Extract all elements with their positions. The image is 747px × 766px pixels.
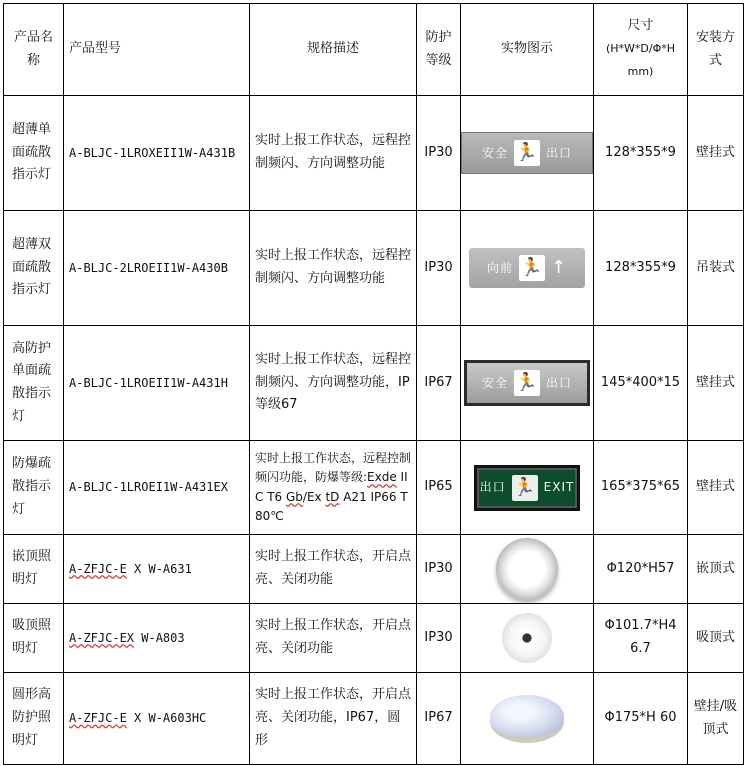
install-method: 吸顶式 <box>688 604 744 673</box>
running-man-icon: 🏃 <box>519 255 545 281</box>
product-spec: 实时上报工作状态，开启点亮、关闭功能 <box>250 535 417 604</box>
exit-sign-explosion-proof-icon <box>474 465 580 511</box>
spec-text: A21 IP66 T80℃ <box>255 489 408 523</box>
product-spec <box>250 441 417 535</box>
product-image <box>461 673 594 765</box>
product-spec: 实时上报工作状态，远程控制频闪、方向调整功能，IP等级67 <box>250 326 417 441</box>
spec-text: 实时上报工作状态，远程控制频闪功能，防爆等级: <box>255 451 412 485</box>
sign-text-right: EXIT <box>543 480 575 494</box>
product-model <box>64 535 250 604</box>
header-install-method: 安装方式 <box>688 4 744 96</box>
product-table <box>3 3 744 765</box>
sign-text-left: 安全 <box>481 375 508 390</box>
install-method: 嵌顶式 <box>688 535 744 604</box>
table-row <box>4 96 744 211</box>
product-name: 吸顶照明灯 <box>4 604 64 673</box>
spec-text: /Ex <box>302 489 326 504</box>
header-product-image: 实物图示 <box>461 4 594 96</box>
product-spec: 实时上报工作状态，开启点亮、关闭功能 <box>250 604 417 673</box>
exit-sign-high-protection-icon <box>464 360 590 406</box>
sign-text-right: 出口 <box>546 375 573 390</box>
running-man-icon: 🏃 <box>514 370 540 396</box>
product-size: 128*355*9 <box>594 96 688 211</box>
model-text: A-ZFJC-EX <box>69 630 135 645</box>
install-method: 吊装式 <box>688 211 744 326</box>
running-man-icon: 🏃 <box>514 140 540 166</box>
recessed-downlight-icon <box>496 538 558 600</box>
model-text: W-A803 <box>134 630 185 645</box>
product-image <box>461 604 594 673</box>
product-size: 145*400*15 <box>594 326 688 441</box>
table-row <box>4 211 744 326</box>
product-spec: 实时上报工作状态，开启点亮、关闭功能，IP67，圆形 <box>250 673 417 765</box>
product-spec: 实时上报工作状态，远程控制频闪、方向调整功能 <box>250 96 417 211</box>
product-size: 165*375*65 <box>594 441 688 535</box>
product-name: 超薄单面疏散指示灯 <box>4 96 64 211</box>
header-product-name: 产品名称 <box>4 4 64 96</box>
table-row <box>4 441 744 535</box>
install-method: 壁挂式 <box>688 441 744 535</box>
product-image <box>461 211 594 326</box>
sign-text-left: 出口 <box>479 480 506 494</box>
product-name: 高防护单面疏散指示灯 <box>4 326 64 441</box>
product-name: 超薄双面疏散指示灯 <box>4 211 64 326</box>
sign-arrow-up-icon: ↑ <box>550 257 568 279</box>
product-model: A-BLJC-1LROEI1W-A431EX <box>64 441 250 535</box>
product-name: 圆形高防护照明灯 <box>4 673 64 765</box>
table-header-row <box>4 4 744 96</box>
protection-level: IP30 <box>417 96 461 211</box>
install-method: 壁挂式 <box>688 326 744 441</box>
install-method: 壁挂/吸顶式 <box>688 673 744 765</box>
spec-text: Gb <box>285 489 303 504</box>
product-spec: 实时上报工作状态，远程控制频闪、方向调整功能 <box>250 211 417 326</box>
product-model: A-BLJC-1LROEII1W-A431H <box>64 326 250 441</box>
product-name: 嵌顶照明灯 <box>4 535 64 604</box>
running-man-icon: 🏃 <box>512 475 538 501</box>
table-row <box>4 326 744 441</box>
header-product-model: 产品型号 <box>64 4 250 96</box>
product-size: Φ101.7*H46.7 <box>594 604 688 673</box>
spec-text: Exde <box>367 470 397 485</box>
product-model: A-BLJC-2LROEII1W-A430B <box>64 211 250 326</box>
install-method: 壁挂式 <box>688 96 744 211</box>
product-name: 防爆疏散指示灯 <box>4 441 64 535</box>
table-row <box>4 604 744 673</box>
exit-sign-single-icon <box>461 132 593 174</box>
table-row <box>4 535 744 604</box>
sign-text-left: 向前 <box>486 260 513 275</box>
model-text: A-ZFJC-E <box>69 711 127 725</box>
protection-level: IP30 <box>417 535 461 604</box>
protection-level: IP67 <box>417 673 461 765</box>
header-size <box>594 4 688 96</box>
exit-sign-double-icon <box>469 248 585 288</box>
model-text: X W-A603HC <box>126 711 207 725</box>
header-spec: 规格描述 <box>250 4 417 96</box>
table-row <box>4 673 744 765</box>
spec-text: II C T6 <box>255 470 408 504</box>
product-image <box>461 535 594 604</box>
product-size: 128*355*9 <box>594 211 688 326</box>
spec-text: tD <box>325 489 340 504</box>
header-size-units: (H*W*D/Φ*H mm) <box>605 42 676 78</box>
sign-text-left: 安全 <box>481 145 508 160</box>
product-image <box>461 441 594 535</box>
protection-level: IP30 <box>417 604 461 673</box>
product-model <box>64 604 250 673</box>
product-image <box>461 326 594 441</box>
product-size: Φ120*H57 <box>594 535 688 604</box>
protection-level: IP67 <box>417 326 461 441</box>
header-size-title: 尺寸 <box>627 18 654 34</box>
ceiling-mounted-light-icon <box>502 613 552 663</box>
protection-level: IP65 <box>417 441 461 535</box>
header-protection-level: 防护等级 <box>417 4 461 96</box>
model-text: A-ZFJC-E <box>69 561 127 576</box>
round-high-protection-light-icon <box>490 695 564 743</box>
product-model <box>64 673 250 765</box>
sign-text-right: 出口 <box>546 145 573 160</box>
model-text: X W-A631 <box>126 561 192 576</box>
product-model: A-BLJC-1LROXEII1W-A431B <box>64 96 250 211</box>
protection-level: IP30 <box>417 211 461 326</box>
product-size: Φ175*H 60 <box>594 673 688 765</box>
product-image <box>461 96 594 211</box>
